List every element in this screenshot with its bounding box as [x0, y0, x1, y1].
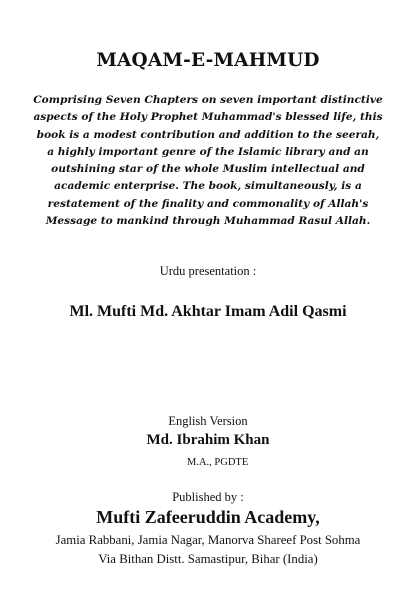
publisher-name: Mufti Zafeeruddin Academy, — [96, 507, 320, 527]
translator-credentials: M.A., PGDTE — [187, 457, 249, 468]
description-line: restatement of the finality and commonality of Allah's — [47, 197, 369, 210]
book-title: MAQAM-E-MAHMUD — [96, 50, 320, 71]
description-line: outshining star of the whole Muslim intellectual and — [51, 163, 365, 176]
english-version-label: English Version — [168, 414, 248, 428]
address-line: Via Bithan Distt. Samastipur, Bihar (India) — [98, 552, 318, 566]
description-line: aspects of the Holy Prophet Muhammad's blessed life, this — [33, 111, 383, 124]
publisher-address — [0, 531, 416, 569]
address-line: Jamia Rabbani, Jamia Nagar, Manorva Shareef Post Sohma — [55, 533, 361, 547]
author-name: Ml. Mufti Md. Akhtar Imam Adil Qasmi — [69, 303, 347, 320]
description-line: a highly important genre of the Islamic library and an — [47, 145, 369, 158]
book-description — [20, 92, 396, 230]
published-by-label: Published by : — [172, 490, 244, 504]
description-line: Message to mankind through Muhammad Rasul Allah. — [45, 215, 371, 228]
translator-name: Md. Ibrahim Khan — [146, 432, 270, 448]
description-line: book is a modest contribution and addition to the seerah, — [36, 128, 380, 141]
urdu-presentation-label: Urdu presentation : — [159, 264, 257, 278]
description-line: academic enterprise. The book, simultaneously, is a — [54, 180, 362, 193]
description-line: Comprising Seven Chapters on seven important distinctive — [33, 94, 383, 106]
